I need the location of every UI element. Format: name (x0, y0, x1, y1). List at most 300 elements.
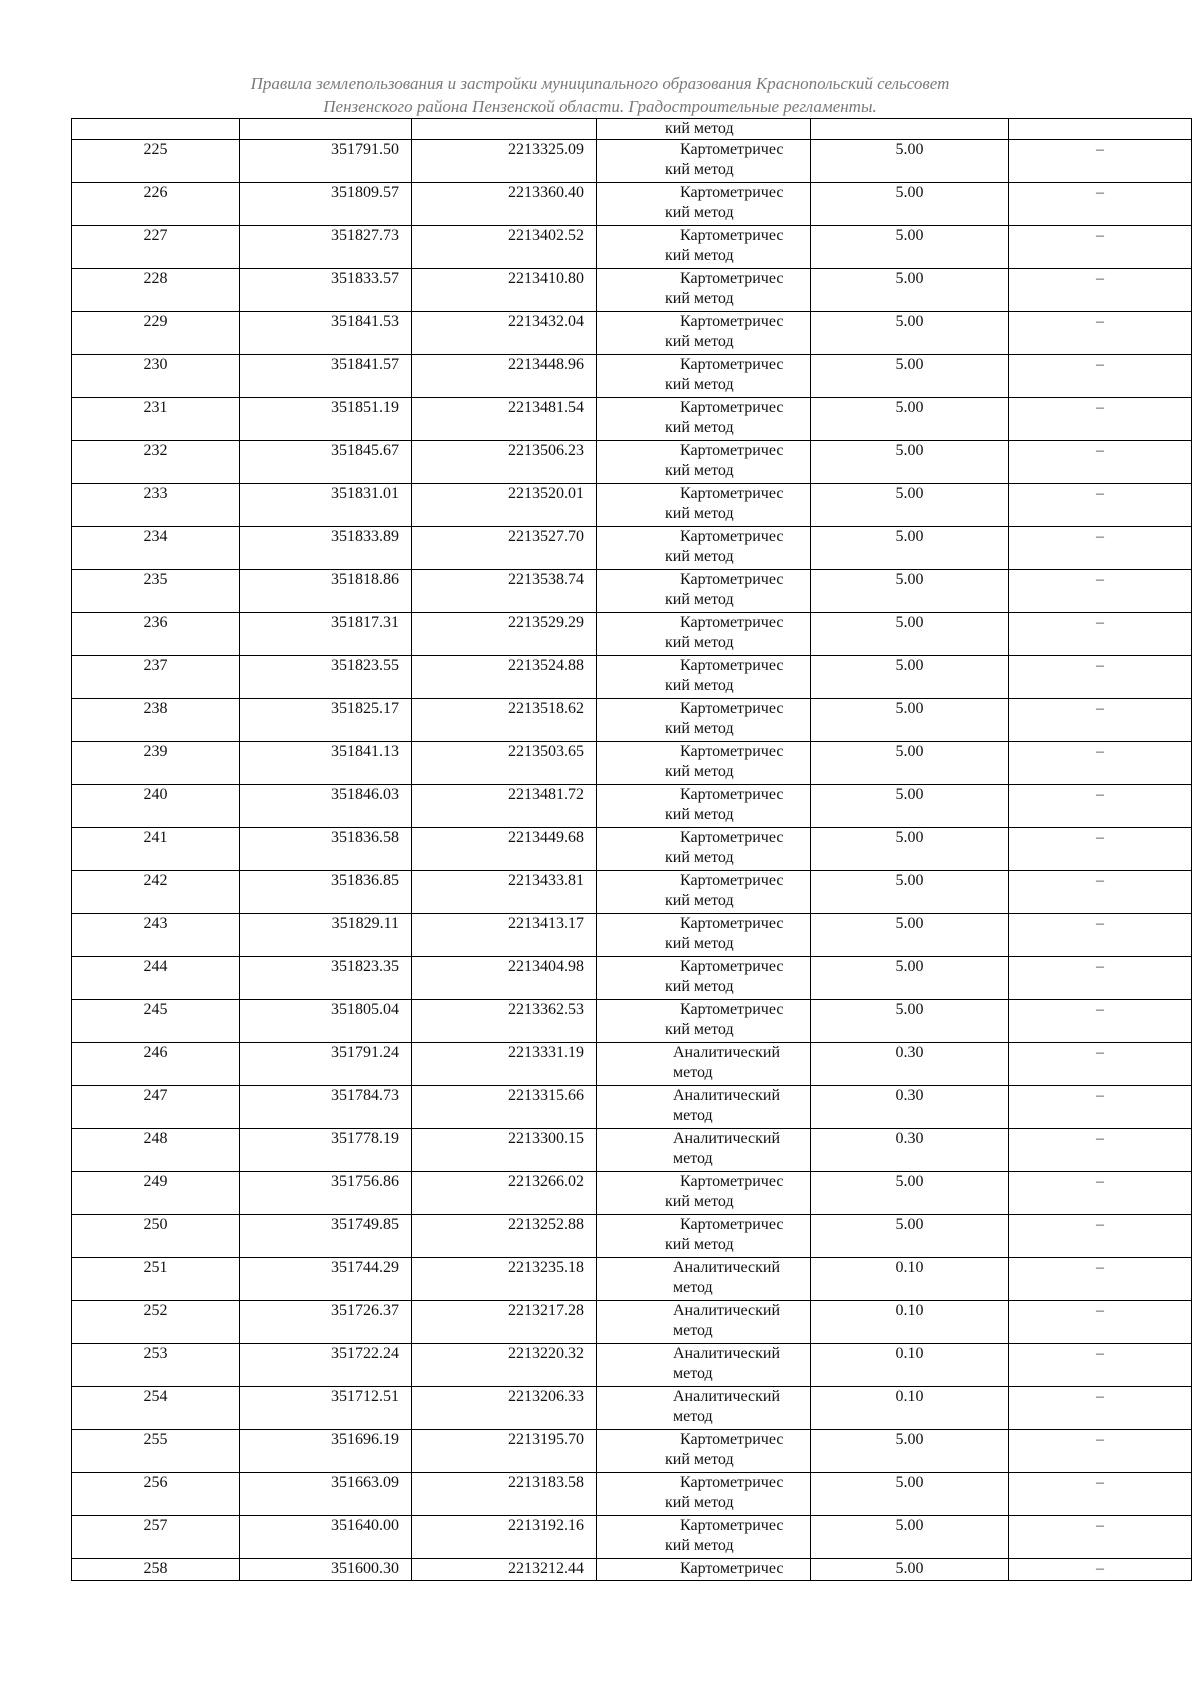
coord-x: 351836.85 (240, 871, 412, 914)
coord-y: 2213220.32 (412, 1344, 597, 1387)
note-dash: – (1009, 1086, 1192, 1129)
method (597, 1258, 811, 1301)
method (597, 1000, 811, 1043)
note-dash: – (1009, 1215, 1192, 1258)
point-number: 258 (72, 1559, 240, 1581)
table-row (72, 1000, 1192, 1043)
accuracy: 5.00 (811, 570, 1009, 613)
coord-y: 2213217.28 (412, 1301, 597, 1344)
coord-x: 351791.24 (240, 1043, 412, 1086)
accuracy: 5.00 (811, 1559, 1009, 1581)
point-number: 247 (72, 1086, 240, 1129)
note-dash: – (1009, 1473, 1192, 1516)
method (597, 269, 811, 312)
coord-x: 351845.67 (240, 441, 412, 484)
coord-x: 351817.31 (240, 613, 412, 656)
method-line-1: Картометричес (680, 1517, 784, 1534)
coord-y: 2213432.04 (412, 312, 597, 355)
point-number: 251 (72, 1258, 240, 1301)
note-dash: – (1009, 355, 1192, 398)
accuracy: 5.00 (811, 441, 1009, 484)
method (597, 1172, 811, 1215)
method-line-1: Картометричес (680, 958, 784, 975)
document-header (0, 72, 1200, 118)
method-line-1: Картометричес (680, 313, 784, 330)
point-number: 256 (72, 1473, 240, 1516)
method (597, 914, 811, 957)
method (597, 957, 811, 1000)
coord-x: 351818.86 (240, 570, 412, 613)
coord-y: 2213252.88 (412, 1215, 597, 1258)
accuracy: 0.10 (811, 1344, 1009, 1387)
coord-y: 2213183.58 (412, 1473, 597, 1516)
method-line-2: кий метод (665, 333, 734, 350)
coord-x: 351841.57 (240, 355, 412, 398)
accuracy: 5.00 (811, 140, 1009, 183)
point-number: 235 (72, 570, 240, 613)
point-number: 228 (72, 269, 240, 312)
point-number: 253 (72, 1344, 240, 1387)
method (597, 785, 811, 828)
accuracy: 5.00 (811, 226, 1009, 269)
table-row (72, 613, 1192, 656)
coord-x: 351640.00 (240, 1516, 412, 1559)
method-line-2: кий метод (665, 505, 734, 522)
coord-y: 2213518.62 (412, 699, 597, 742)
coord-x: 351712.51 (240, 1387, 412, 1430)
method-line-2: кий метод (665, 634, 734, 651)
coord-x: 351809.57 (240, 183, 412, 226)
method-line-2: метод (673, 1064, 713, 1081)
method (597, 742, 811, 785)
table-row (72, 1129, 1192, 1172)
coord-y: 2213362.53 (412, 1000, 597, 1043)
method-line-1: Картометричес (680, 528, 784, 545)
method-line-2: кий метод (665, 1537, 734, 1554)
coord-x: 351846.03 (240, 785, 412, 828)
coord-x: 351841.53 (240, 312, 412, 355)
coord-y: 2213195.70 (412, 1430, 597, 1473)
point-number: 250 (72, 1215, 240, 1258)
table-row (72, 1430, 1192, 1473)
table-row (72, 1215, 1192, 1258)
point-number: 248 (72, 1129, 240, 1172)
point-number: 227 (72, 226, 240, 269)
method-line-2: кий метод (665, 806, 734, 823)
table-row (72, 226, 1192, 269)
accuracy: 5.00 (811, 269, 1009, 312)
method-line-1: Картометричес (680, 184, 784, 201)
method (597, 140, 811, 183)
coord-y: 2213449.68 (412, 828, 597, 871)
method-line-2: кий метод (665, 849, 734, 866)
coord-x: 351833.57 (240, 269, 412, 312)
method-line-2: кий метод (665, 161, 734, 178)
table-row (72, 398, 1192, 441)
coord-x: 351791.50 (240, 140, 412, 183)
table-row (72, 441, 1192, 484)
method-line-2: кий метод (665, 677, 734, 694)
note-dash: – (1009, 1258, 1192, 1301)
method-line-1: Аналитический (673, 1388, 781, 1405)
coord-x: 351600.30 (240, 1559, 412, 1581)
method-line-1: Картометричес (680, 141, 784, 158)
method (597, 527, 811, 570)
point-number: 249 (72, 1172, 240, 1215)
method-line-2: метод (673, 1279, 713, 1296)
accuracy: 5.00 (811, 527, 1009, 570)
method-line-1: Аналитический (673, 1259, 781, 1276)
coord-y: 2213315.66 (412, 1086, 597, 1129)
note-dash: – (1009, 484, 1192, 527)
method-line-1: Аналитический (673, 1044, 781, 1061)
note-dash: – (1009, 785, 1192, 828)
accuracy: 5.00 (811, 312, 1009, 355)
accuracy: 5.00 (811, 1215, 1009, 1258)
table-row (72, 828, 1192, 871)
coord-x: 351827.73 (240, 226, 412, 269)
method (597, 183, 811, 226)
method (597, 1301, 811, 1344)
accuracy: 5.00 (811, 785, 1009, 828)
method (597, 312, 811, 355)
point-number: 233 (72, 484, 240, 527)
point-number: 232 (72, 441, 240, 484)
table-row (72, 699, 1192, 742)
method-line-1: Аналитический (673, 1302, 781, 1319)
accuracy: 5.00 (811, 1172, 1009, 1215)
coord-y: 2213410.80 (412, 269, 597, 312)
accuracy: 5.00 (811, 914, 1009, 957)
method (597, 398, 811, 441)
coord-y: 2213266.02 (412, 1172, 597, 1215)
note-dash: – (1009, 1387, 1192, 1430)
note-dash: – (1009, 312, 1192, 355)
method-line-1: Картометричес (680, 614, 784, 631)
method (597, 570, 811, 613)
method-line-2: кий метод (665, 204, 734, 221)
coord-y: 2213235.18 (412, 1258, 597, 1301)
method-line-2: кий метод (665, 548, 734, 565)
accuracy: 5.00 (811, 828, 1009, 871)
method-line-1: Картометричес (680, 829, 784, 846)
coord-y: 2213206.33 (412, 1387, 597, 1430)
note-dash: – (1009, 183, 1192, 226)
coord-y: 2213331.19 (412, 1043, 597, 1086)
note-dash: – (1009, 1344, 1192, 1387)
method (597, 484, 811, 527)
method-line-2: метод (673, 1150, 713, 1167)
table-row (72, 312, 1192, 355)
method (597, 828, 811, 871)
coord-y: 2213527.70 (412, 527, 597, 570)
point-number: 241 (72, 828, 240, 871)
note-dash: – (1009, 613, 1192, 656)
table-row (72, 656, 1192, 699)
method-continuation: кий метод (665, 120, 734, 137)
table-row (72, 1473, 1192, 1516)
note-dash: – (1009, 1043, 1192, 1086)
coord-x: 351831.01 (240, 484, 412, 527)
method (597, 226, 811, 269)
method-line-2: кий метод (665, 1494, 734, 1511)
accuracy: 5.00 (811, 1000, 1009, 1043)
table-row (72, 140, 1192, 183)
method (597, 656, 811, 699)
method-line-2: кий метод (665, 978, 734, 995)
method-line-2: метод (673, 1408, 713, 1425)
coord-x: 351833.89 (240, 527, 412, 570)
method (597, 1215, 811, 1258)
coord-x: 351784.73 (240, 1086, 412, 1129)
table-row (72, 1387, 1192, 1430)
coord-y: 2213300.15 (412, 1129, 597, 1172)
table-row (72, 269, 1192, 312)
method-line-2: кий метод (665, 1236, 734, 1253)
method-line-1: Картометричес (680, 872, 784, 889)
note-dash: – (1009, 1516, 1192, 1559)
table-row (72, 1516, 1192, 1559)
coord-y: 2213212.44 (412, 1559, 597, 1581)
point-number: 231 (72, 398, 240, 441)
coord-x: 351696.19 (240, 1430, 412, 1473)
method-line-1: Картометричес (680, 571, 784, 588)
method-line-1: Аналитический (673, 1130, 781, 1147)
method (597, 1086, 811, 1129)
accuracy: 5.00 (811, 1430, 1009, 1473)
table-row (72, 957, 1192, 1000)
method-line-2: кий метод (665, 1451, 734, 1468)
method-line-1: Картометричес (680, 1560, 784, 1577)
method-line-2: кий метод (665, 376, 734, 393)
method-line-1: Картометричес (680, 657, 784, 674)
point-number: 234 (72, 527, 240, 570)
point-number: 238 (72, 699, 240, 742)
note-dash: – (1009, 1129, 1192, 1172)
accuracy: 5.00 (811, 613, 1009, 656)
method-line-2: кий метод (665, 935, 734, 952)
accuracy: 0.10 (811, 1387, 1009, 1430)
accuracy: 5.00 (811, 957, 1009, 1000)
table-row (72, 1258, 1192, 1301)
method (597, 1129, 811, 1172)
accuracy: 5.00 (811, 656, 1009, 699)
coord-y: 2213325.09 (412, 140, 597, 183)
table-row (72, 1559, 1192, 1581)
coord-y: 2213481.54 (412, 398, 597, 441)
note-dash: – (1009, 1559, 1192, 1581)
note-dash: – (1009, 1430, 1192, 1473)
accuracy: 5.00 (811, 742, 1009, 785)
method-line-2: кий метод (665, 763, 734, 780)
note-dash: – (1009, 828, 1192, 871)
method-line-1: Картометричес (680, 1001, 784, 1018)
table-row (72, 1172, 1192, 1215)
coord-y: 2213402.52 (412, 226, 597, 269)
note-dash: – (1009, 742, 1192, 785)
table-row (72, 183, 1192, 226)
method-line-1: Аналитический (673, 1087, 781, 1104)
table-row (72, 871, 1192, 914)
method (597, 1559, 811, 1581)
table-row (72, 1043, 1192, 1086)
coord-y: 2213404.98 (412, 957, 597, 1000)
coord-y: 2213529.29 (412, 613, 597, 656)
method (597, 1473, 811, 1516)
point-number: 239 (72, 742, 240, 785)
point-number: 230 (72, 355, 240, 398)
point-number: 243 (72, 914, 240, 957)
accuracy: 5.00 (811, 871, 1009, 914)
note-dash: – (1009, 1000, 1192, 1043)
table-row (72, 1344, 1192, 1387)
point-number: 257 (72, 1516, 240, 1559)
table-row (72, 1301, 1192, 1344)
table-row (72, 484, 1192, 527)
coord-x: 351663.09 (240, 1473, 412, 1516)
method-line-2: кий метод (665, 1193, 734, 1210)
point-number: 245 (72, 1000, 240, 1043)
note-dash: – (1009, 527, 1192, 570)
accuracy: 5.00 (811, 699, 1009, 742)
method (597, 355, 811, 398)
method-line-1: Картометричес (680, 915, 784, 932)
method (597, 1430, 811, 1473)
note-dash: – (1009, 570, 1192, 613)
method-line-2: кий метод (665, 892, 734, 909)
note-dash: – (1009, 957, 1192, 1000)
coord-x: 351726.37 (240, 1301, 412, 1344)
method-line-1: Картометричес (680, 1474, 784, 1491)
method (597, 441, 811, 484)
coord-y: 2213506.23 (412, 441, 597, 484)
method-line-1: Картометричес (680, 1431, 784, 1448)
coord-y: 2213481.72 (412, 785, 597, 828)
method (597, 613, 811, 656)
method-line-1: Картометричес (680, 786, 784, 803)
method-line-1: Картометричес (680, 743, 784, 760)
point-number: 236 (72, 613, 240, 656)
table-row (72, 355, 1192, 398)
accuracy: 5.00 (811, 183, 1009, 226)
method (597, 1043, 811, 1086)
coord-x: 351825.17 (240, 699, 412, 742)
accuracy: 5.00 (811, 1516, 1009, 1559)
coord-y: 2213448.96 (412, 355, 597, 398)
point-number: 242 (72, 871, 240, 914)
method-line-1: Картометричес (680, 1173, 784, 1190)
table-row (72, 527, 1192, 570)
accuracy: 5.00 (811, 398, 1009, 441)
method-line-1: Картометричес (680, 356, 784, 373)
coord-y: 2213360.40 (412, 183, 597, 226)
table-row (72, 785, 1192, 828)
table-row (72, 1086, 1192, 1129)
coord-x: 351851.19 (240, 398, 412, 441)
method-line-1: Картометричес (680, 399, 784, 416)
coord-x: 351829.11 (240, 914, 412, 957)
method-line-2: метод (673, 1365, 713, 1382)
method-line-2: кий метод (665, 462, 734, 479)
point-number: 240 (72, 785, 240, 828)
coord-x: 351836.58 (240, 828, 412, 871)
header-line-1: Правила землепользования и застройки муниципального образования Краснопольский сельсовет (250, 74, 950, 93)
table-row (72, 742, 1192, 785)
method-line-1: Картометричес (680, 270, 784, 287)
accuracy: 0.10 (811, 1258, 1009, 1301)
table-row-continued (72, 119, 1192, 140)
note-dash: – (1009, 1301, 1192, 1344)
method-line-1: Аналитический (673, 1345, 781, 1362)
header-line-2: Пензенского района Пензенской области. Градостроительные регламенты. (323, 97, 877, 116)
coord-x: 351823.35 (240, 957, 412, 1000)
accuracy: 0.30 (811, 1086, 1009, 1129)
note-dash: – (1009, 1172, 1192, 1215)
point-number: 255 (72, 1430, 240, 1473)
note-dash: – (1009, 914, 1192, 957)
note-dash: – (1009, 656, 1192, 699)
method (597, 1516, 811, 1559)
method (597, 1387, 811, 1430)
note-dash: – (1009, 226, 1192, 269)
method-line-1: Картометричес (680, 1216, 784, 1233)
point-number: 252 (72, 1301, 240, 1344)
method-line-2: кий метод (665, 720, 734, 737)
table-row (72, 914, 1192, 957)
method-line-1: Картометричес (680, 700, 784, 717)
coord-x: 351756.86 (240, 1172, 412, 1215)
method-line-2: кий метод (665, 591, 734, 608)
method-line-2: метод (673, 1107, 713, 1124)
note-dash: – (1009, 140, 1192, 183)
coord-y: 2213538.74 (412, 570, 597, 613)
coord-x: 351805.04 (240, 1000, 412, 1043)
table-row (72, 570, 1192, 613)
method-line-1: Картометричес (680, 227, 784, 244)
method-line-2: метод (673, 1322, 713, 1339)
accuracy: 5.00 (811, 355, 1009, 398)
coord-y: 2213433.81 (412, 871, 597, 914)
method (597, 871, 811, 914)
point-number: 229 (72, 312, 240, 355)
note-dash: – (1009, 398, 1192, 441)
coord-x: 351778.19 (240, 1129, 412, 1172)
note-dash: – (1009, 441, 1192, 484)
coord-y: 2213413.17 (412, 914, 597, 957)
note-dash: – (1009, 699, 1192, 742)
method-line-2: кий метод (665, 419, 734, 436)
coordinates-table (71, 118, 1192, 1581)
point-number: 226 (72, 183, 240, 226)
note-dash: – (1009, 871, 1192, 914)
method (597, 699, 811, 742)
coord-y: 2213524.88 (412, 656, 597, 699)
point-number: 225 (72, 140, 240, 183)
coord-y: 2213192.16 (412, 1516, 597, 1559)
accuracy: 0.10 (811, 1301, 1009, 1344)
method-line-2: кий метод (665, 247, 734, 264)
method-line-2: кий метод (665, 1021, 734, 1038)
point-number: 254 (72, 1387, 240, 1430)
method-line-1: Картометричес (680, 442, 784, 459)
coord-x: 351823.55 (240, 656, 412, 699)
coord-x: 351841.13 (240, 742, 412, 785)
accuracy: 5.00 (811, 484, 1009, 527)
accuracy: 0.30 (811, 1043, 1009, 1086)
accuracy: 5.00 (811, 1473, 1009, 1516)
coord-y: 2213503.65 (412, 742, 597, 785)
point-number: 246 (72, 1043, 240, 1086)
